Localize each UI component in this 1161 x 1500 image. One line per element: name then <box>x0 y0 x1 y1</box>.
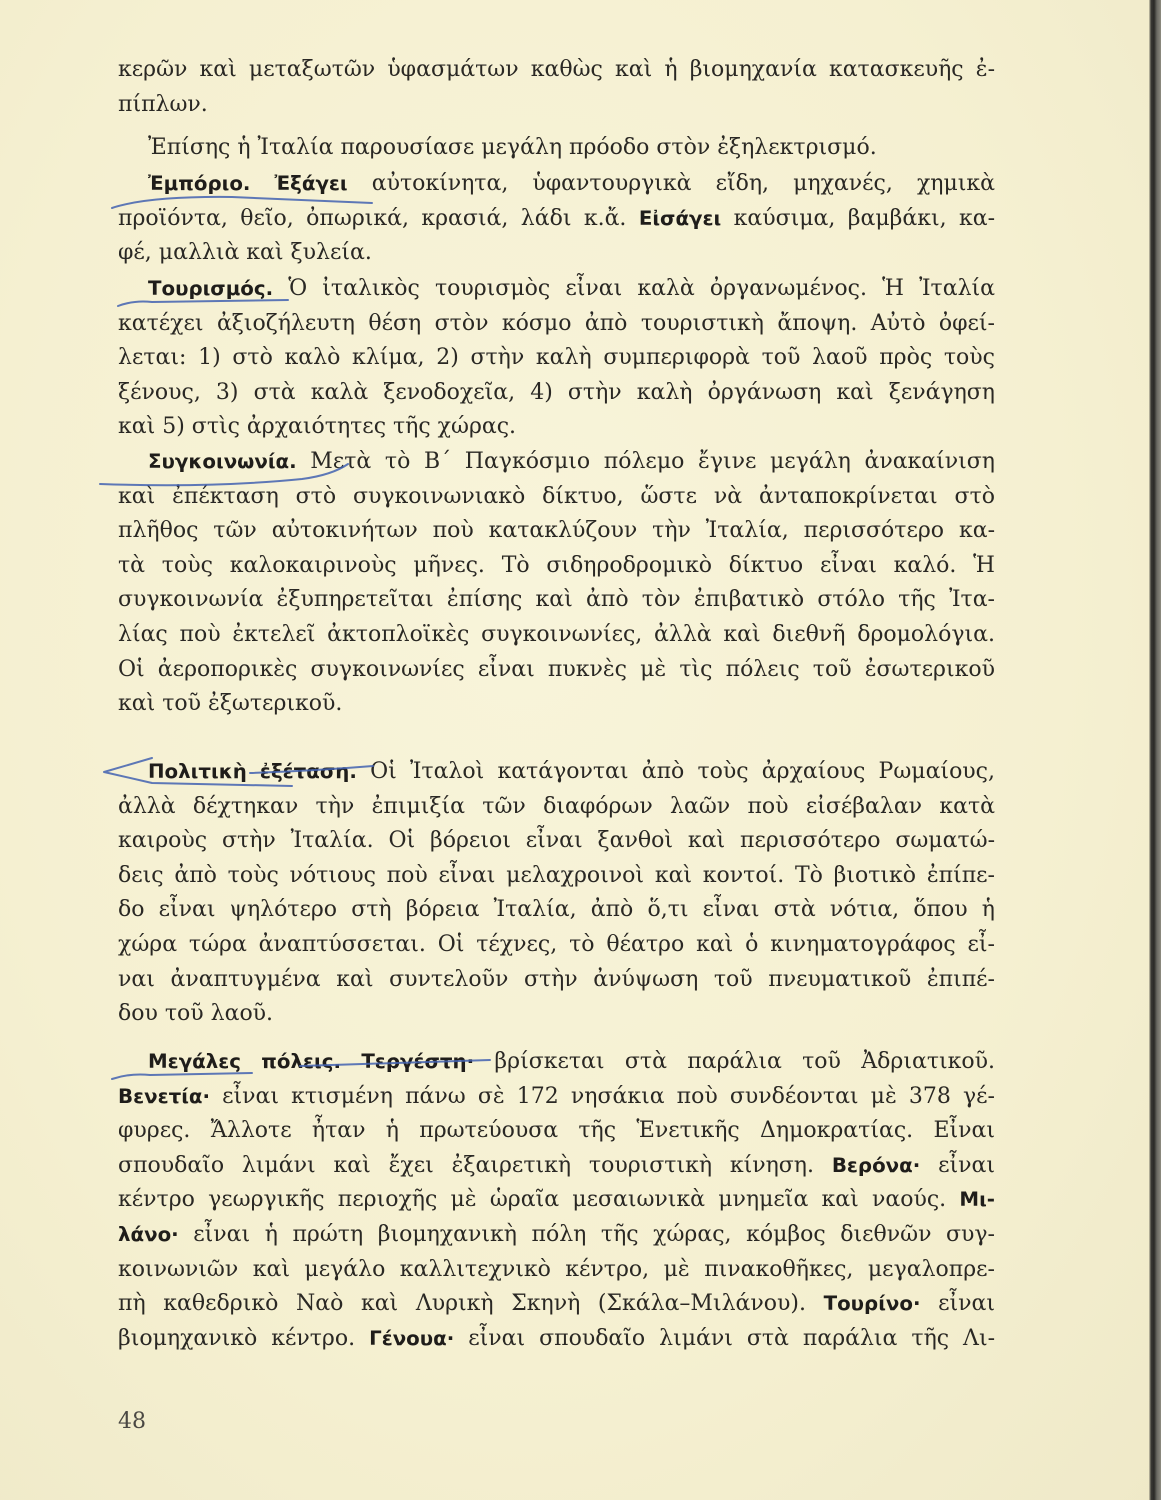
bold-keyword: Τουρίνο· <box>823 1292 921 1316</box>
text-run: αὐτοκίνητα, ὑφαντουργικὰ εἴδη, μηχανές, χημικὰ <box>347 171 995 196</box>
bold-keyword: Συγκοινωνία. <box>148 450 297 473</box>
text-line <box>118 307 995 342</box>
text-run: βρίσκεται στὰ παράλια τοῦ Ἀδριατικοῦ. <box>474 1049 995 1074</box>
bold-keyword: Τουρισμός. <box>148 277 274 300</box>
text-run: πίπλων. <box>118 91 208 117</box>
text-run: εἶναι κτισμένη πάνω σὲ 172 νησάκια ποὺ συνδέονται μὲ 378 γέ- <box>210 1083 995 1109</box>
paragraph-electrification <box>118 131 995 166</box>
text-run: καὶ ἐπέκταση στὸ συγκοινωνιακὸ δίκτυο, ὥστε νὰ ἀνταποκρίνεται στὸ <box>118 483 995 509</box>
text-run <box>341 1049 361 1074</box>
text-line <box>118 341 995 376</box>
text-line <box>118 410 995 445</box>
text-line <box>118 1322 995 1357</box>
text-line <box>118 1149 995 1184</box>
bold-keyword: Ἐξάγει <box>274 172 348 195</box>
text-line <box>118 514 995 549</box>
text-run: καὶ τοῦ ἐξωτερικοῦ. <box>118 691 343 717</box>
section-transport <box>118 445 995 722</box>
bold-keyword: Μι- <box>959 1188 995 1212</box>
text-line <box>118 893 995 928</box>
text-line <box>118 824 995 859</box>
text-line <box>118 272 995 307</box>
text-line <box>118 1045 995 1080</box>
text-run: πὴ καθεδρικὸ Ναὸ καὶ Λυρικὴ Σκηνὴ (Σκάλα–Μιλάνου). <box>118 1291 824 1317</box>
bold-keyword: Μεγάλες πόλεις. <box>148 1050 341 1073</box>
text-run: εἶναι <box>920 1291 995 1317</box>
text-run: εἶναι ἡ πρώτη βιομηχανικὴ πόλη τῆς χώρας, κόμβος διεθνῶν συγ- <box>178 1221 995 1247</box>
text-line <box>118 583 995 618</box>
bold-keyword: Ἐμπόριο. <box>148 172 251 195</box>
text-line <box>118 376 995 411</box>
text-line <box>118 167 995 202</box>
text-line <box>118 963 995 998</box>
text-run: Ἐπίσης ἡ Ἰταλία παρουσίασε μεγάλη πρόοδο στὸν ἐξηλεκτρισμό. <box>148 135 877 160</box>
text-line <box>118 859 995 894</box>
bold-keyword: Βερόνα· <box>831 1153 921 1177</box>
text-line <box>118 1080 995 1115</box>
text-line <box>118 790 995 825</box>
section-tourism <box>118 272 995 445</box>
text-run: λεται: 1) στὸ καλὸ κλίμα, 2) στὴν καλὴ συμπεριφορὰ τοῦ λαοῦ πρὸς τοὺς <box>118 345 995 371</box>
text-run: φυρες. Ἄλλοτε ἦταν ἡ πρωτεύουσα τῆς Ἑνετικῆς Δημοκρατίας. Εἶναι <box>118 1118 995 1144</box>
text-run: τὰ τοὺς καλοκαιρινοὺς μῆνες. Τὸ σιδηροδρομικὸ δίκτυο εἶναι καλό. Ἡ <box>118 552 995 578</box>
text-run: ναι ἀναπτυγμένα καὶ συντελοῦν στὴν ἀνύψωση τοῦ πνευματικοῦ ἐπιπέ- <box>118 966 995 992</box>
text-line <box>118 1287 995 1322</box>
text-line <box>118 928 995 963</box>
bold-keyword: Βενετία· <box>118 1084 211 1108</box>
text-run: πλῆθος τῶν αὐτοκινήτων ποὺ κατακλύζουν τὴν Ἰταλία, περισσότερο κα- <box>118 518 995 544</box>
text-run: καιροὺς στὴν Ἰταλία. Οἱ βόρειοι εἶναι ξανθοὶ καὶ περισσότερο σωματώ- <box>118 828 995 854</box>
text-run: σπουδαῖο λιμάνι καὶ ἔχει ἐξαιρετικὴ τουριστικὴ κίνηση. <box>118 1152 832 1178</box>
text-line <box>118 53 995 88</box>
text-run: δου τοῦ λαοῦ. <box>118 1001 274 1027</box>
text-run: δεις ἀπὸ τοὺς νότιους ποὺ εἶναι μελαχροινοὶ καὶ κοντοί. Τὸ βιοτικὸ ἐπίπε- <box>118 862 995 888</box>
text-run: Οἱ ἀεροπορικὲς συγκοινωνίες εἶναι πυκνὲς μὲ τὶς πόλεις τοῦ ἐσωτερικοῦ <box>118 656 995 682</box>
text-run <box>250 171 274 196</box>
bold-keyword: Γένουα· <box>369 1326 455 1350</box>
section-political-review <box>118 755 995 1032</box>
text-line <box>118 88 995 123</box>
bold-keyword: Πολιτικὴ ἐξέταση. <box>148 760 357 783</box>
text-run: καὶ 5) στὶς ἀρχαιότητες τῆς χώρας. <box>118 414 517 440</box>
text-run: ξένους, 3) στὰ καλὰ ξενοδοχεῖα, 4) στὴν καλὴ ὀργάνωση καὶ ξενάγηση <box>118 379 995 405</box>
text-run: προϊόντα, θεῖο, ὀπωρικά, κρασιά, λάδι κ.ἄ. <box>118 205 639 231</box>
section-major-cities <box>118 1045 995 1356</box>
text-line <box>118 480 995 515</box>
text-run: Μετὰ τὸ Β΄ Παγκόσμιο πόλεμο ἔγινε μεγάλη ἀνακαίνιση <box>296 449 995 474</box>
text-run: δο εἶναι ψηλότερο στὴ βόρεια Ἰταλία, ἀπὸ ὅ,τι εἶναι στὰ νότια, ὅπου ἡ <box>118 897 995 923</box>
text-line <box>118 236 995 271</box>
text-run: κέντρο γεωργικῆς περιοχῆς μὲ ὡραῖα μεσαιωνικὰ μνημεῖα καὶ ναούς. <box>118 1187 960 1213</box>
text-run: συγκοινωνία ἐξυπηρετεῖται ἐπίσης καὶ ἀπὸ τὸν ἐπιβατικὸ στόλο τῆς Ἰτα- <box>118 587 995 613</box>
text-line <box>118 687 995 722</box>
text-line <box>118 131 995 166</box>
text-line <box>118 653 995 688</box>
paragraph-industry-continuation <box>118 53 995 122</box>
section-trade <box>118 167 995 271</box>
text-line <box>118 549 995 584</box>
text-line <box>118 1183 995 1218</box>
text-run: εἶναι <box>920 1152 995 1178</box>
bold-keyword: λάνο· <box>118 1222 179 1246</box>
text-run: λίας ποὺ ἐκτελεῖ ἀκτοπλοϊκὲς συγκοινωνίες, ἀλλὰ καὶ διεθνῆ δρομολόγια. <box>118 621 995 647</box>
text-line <box>118 618 995 653</box>
bold-keyword: Τεργέστη· <box>361 1050 475 1073</box>
text-line <box>118 202 995 237</box>
page-number: 48 <box>118 1409 146 1434</box>
text-run: Οἱ Ἰταλοὶ κατάγονται ἀπὸ τοὺς ἀρχαίους Ρωμαίους, <box>356 759 995 784</box>
text-run: κερῶν καὶ μεταξωτῶν ὑφασμάτων καθὼς καὶ ἡ βιομηχανία κατασκευῆς ἐ- <box>118 57 995 82</box>
text-line <box>118 1218 995 1253</box>
text-line <box>118 1253 995 1288</box>
text-line <box>118 445 995 480</box>
bold-keyword: Εἰσάγει <box>638 206 722 230</box>
scan-edge-shadow <box>1149 0 1161 1500</box>
text-run: Ὁ ἰταλικὸς τουρισμὸς εἶναι καλὰ ὀργανωμένος. Ἡ Ἰταλία <box>273 276 995 301</box>
text-run: χώρα τώρα ἀναπτύσσεται. Οἱ τέχνες, τὸ θέατρο καὶ ὁ κινηματογράφος εἶ- <box>118 931 995 957</box>
text-line <box>118 997 995 1032</box>
text-run: κατέχει ἀξιοζήλευτη θέση στὸν κόσμο ἀπὸ τουριστικὴ ἄποψη. Αὐτὸ ὀφεί- <box>118 310 995 336</box>
text-line <box>118 755 995 790</box>
text-run: ἀλλὰ δέχτηκαν τὴν ἐπιμιξία τῶν διαφόρων λαῶν ποὺ εἰσέβαλαν κατὰ <box>118 793 995 819</box>
text-run: εἶναι σπουδαῖο λιμάνι στὰ παράλια τῆς Λι- <box>454 1325 995 1351</box>
text-run: βιομηχανικὸ κέντρο. <box>118 1325 370 1351</box>
text-run: καύσιμα, βαμβάκι, κα- <box>721 205 996 231</box>
text-line <box>118 1114 995 1149</box>
text-run: φέ, μαλλιὰ καὶ ξυλεία. <box>118 240 372 266</box>
text-run: κοινωνιῶν καὶ μεγάλο καλλιτεχνικὸ κέντρο, μὲ πινακοθῆκες, μεγαλοπρε- <box>118 1256 995 1282</box>
